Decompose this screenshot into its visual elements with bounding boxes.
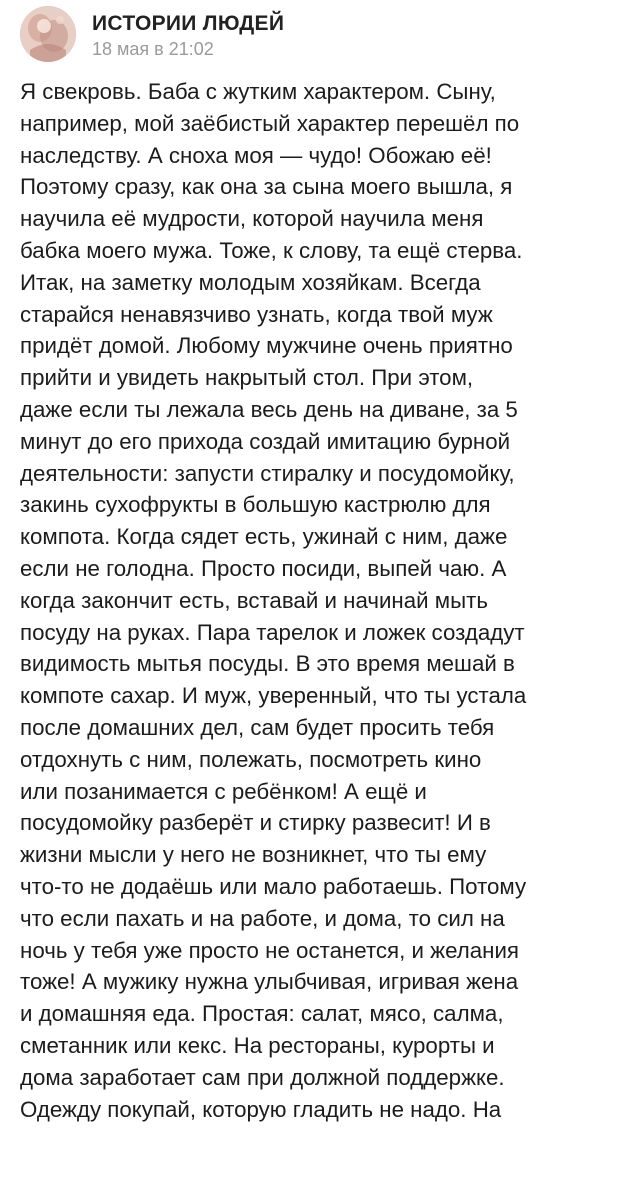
post-text-line: что-то не додаёшь или мало работаешь. Потому: [20, 873, 527, 899]
post-text-line: научила её мудрости, которой научила меня: [20, 206, 484, 232]
post-text-line: отдохнуть с ним, полежать, посмотреть кино: [20, 746, 482, 772]
group-name-link[interactable]: ИСТОРИИ ЛЮДЕЙ: [92, 12, 285, 35]
post-text-line: Одежду покупай, которую гладить не надо. На: [20, 1096, 502, 1122]
post-text-line: дома заработает сам при должной поддержке.: [20, 1064, 505, 1090]
post-text-line: бабка моего мужа. Тоже, к слову, та ещё стерва.: [20, 237, 523, 263]
post-text-line: или позанимается с ребёнком! А ещё и: [20, 778, 427, 804]
post-text-line: старайся ненавязчиво узнать, когда твой муж: [20, 301, 493, 327]
post-text-line: например, мой заёбистый характер перешёл по: [20, 110, 520, 136]
post-text: [20, 76, 616, 1125]
post-text-line: компоте сахар. И муж, уверенный, что ты устала: [20, 683, 527, 709]
post-text-line: тоже! А мужику нужна улыбчивая, игривая жена: [20, 969, 519, 995]
post-text-line: посуду на руках. Пара тарелок и ложек создадут: [20, 619, 525, 645]
post-text-line: после домашних дел, сам будет просить тебя: [20, 714, 495, 740]
post-header: [20, 6, 620, 66]
post-text-line: прийти и увидеть накрытый стол. При этом,: [20, 365, 474, 391]
post-text-line: компота. Когда сядет есть, ужинай с ним, даже: [20, 524, 508, 550]
post-text-line: когда закончит есть, вставай и начинай мыть: [20, 587, 488, 613]
post-text-line: если не голодна. Просто посиди, выпей чаю. А: [20, 555, 507, 581]
post-text-line: наследству. А сноха моя — чудо! Обожаю её!: [20, 142, 492, 168]
post-text-line: жизни мысли у него не возникнет, что ты ему: [20, 842, 487, 868]
post-text-line: деятельности: запусти стиралку и посудомойку,: [20, 460, 515, 486]
post-text-line: сметанник или кекс. На рестораны, курорты и: [20, 1032, 495, 1058]
post-text-line: что если пахать и на работе, и дома, то сил на: [20, 905, 505, 931]
post-text-line: минут до его прихода создай имитацию бурной: [20, 428, 511, 454]
post-text-line: ночь у тебя уже просто не останется, и желания: [20, 937, 519, 963]
group-avatar-icon[interactable]: [20, 6, 76, 62]
post-text-line: посудомойку разберёт и стирку развесит! И в: [20, 810, 491, 836]
post-text-line: и домашняя еда. Простая: салат, мясо, салма,: [20, 1001, 504, 1027]
avatar-image-icon: [20, 6, 76, 62]
post-text-line: Поэтому сразу, как она за сына моего вышла, я: [20, 174, 513, 200]
post-text-line: Я свекровь. Баба с жутким характером. Сыну,: [20, 79, 496, 104]
post-text-line: придёт домой. Любому мужчине очень приятно: [20, 333, 513, 359]
post-text-line: закинь сухофрукты в большую кастрюлю для: [20, 492, 491, 518]
post-timestamp[interactable]: 18 мая в 21:02: [92, 39, 214, 59]
post-text-line: Итак, на заметку молодым хозяйкам. Всегда: [20, 269, 481, 295]
post-text-line: даже если ты лежала весь день на диване, за 5: [20, 396, 518, 422]
post-text-line: видимость мытья посуды. В это время мешай в: [20, 651, 515, 677]
